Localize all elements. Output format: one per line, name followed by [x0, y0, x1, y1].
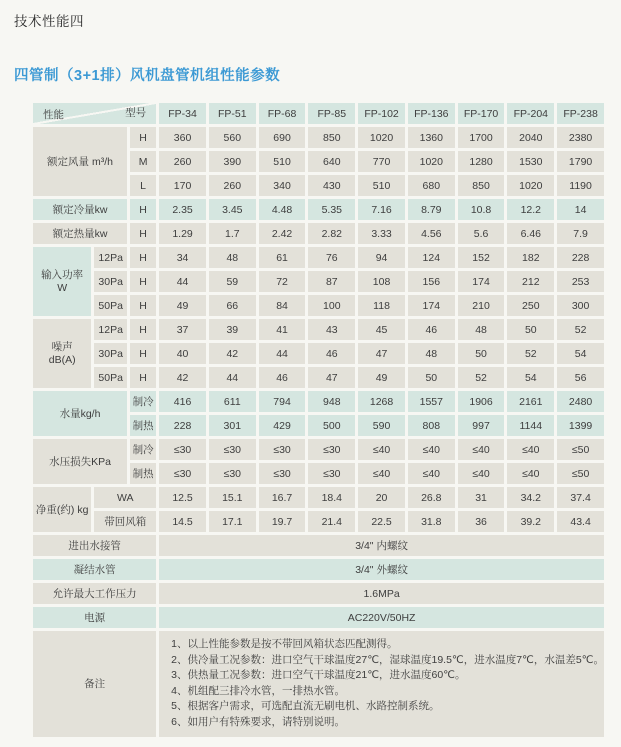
spec-value: 640: [308, 151, 355, 172]
spec-value: 50: [458, 343, 505, 364]
spec-value: 2.82: [308, 223, 355, 244]
spec-value: 46: [308, 343, 355, 364]
spec-sublabel: 带回风箱: [94, 511, 156, 532]
spec-value: ≤30: [209, 439, 256, 460]
spec-value: 1020: [408, 151, 455, 172]
spec-value: 49: [159, 295, 206, 316]
spec-value: 20: [358, 487, 405, 508]
spec-value: 100: [308, 295, 355, 316]
model-header: FP-204: [507, 103, 554, 124]
spec-label: 额定风量 m³/h: [33, 127, 127, 196]
spec-value: 48: [458, 319, 505, 340]
spec-mode: H: [130, 271, 156, 292]
spec-mode: 制热: [130, 415, 156, 436]
spec-mode: H: [130, 223, 156, 244]
spec-value: 182: [507, 247, 554, 268]
spec-value: 510: [259, 151, 306, 172]
spec-value: 212: [507, 271, 554, 292]
section-title: 四管制（3+1排）风机盘管机组性能参数: [14, 68, 281, 84]
table-row: [33, 391, 604, 412]
model-header: FP-102: [358, 103, 405, 124]
table-row: [33, 319, 604, 340]
spec-value: 510: [358, 175, 405, 196]
spec-value: 42: [209, 343, 256, 364]
spec-value: 94: [358, 247, 405, 268]
spec-mode: H: [130, 295, 156, 316]
spec-mode: H: [130, 367, 156, 388]
spec-mode: 制冷: [130, 391, 156, 412]
spec-value: 152: [458, 247, 505, 268]
spec-value: 41: [259, 319, 306, 340]
spec-value: 1399: [557, 415, 604, 436]
spec-sublabel: 12Pa: [94, 319, 127, 340]
spec-value: 260: [159, 151, 206, 172]
table-row: [33, 535, 604, 556]
spec-value: 1.29: [159, 223, 206, 244]
spec-value: 301: [209, 415, 256, 436]
spec-value: 48: [408, 343, 455, 364]
spec-sublabel: 50Pa: [94, 295, 127, 316]
page-title: 技术性能四: [14, 14, 84, 29]
spec-label-line2: dB(A): [48, 353, 76, 366]
spec-value: 37: [159, 319, 206, 340]
full-row-value: AC220V/50HZ: [159, 607, 604, 628]
spec-value: 37.4: [557, 487, 604, 508]
full-row-label: 电源: [33, 607, 156, 628]
spec-value: 43.4: [557, 511, 604, 532]
spec-value: 7.16: [358, 199, 405, 220]
notes-label: 备注: [33, 631, 156, 737]
spec-value: ≤40: [458, 439, 505, 460]
spec-value: 6.46: [507, 223, 554, 244]
spec-value: 52: [507, 343, 554, 364]
spec-value: 14.5: [159, 511, 206, 532]
note-line: 5、根据客户需求，可选配直流无刷电机、水路控制系统。: [171, 700, 440, 713]
spec-value: 18.4: [308, 487, 355, 508]
spec-value: 108: [358, 271, 405, 292]
spec-value: 3.33: [358, 223, 405, 244]
full-row-value: 1.6MPa: [159, 583, 604, 604]
full-row-value: 3/4" 内螺纹: [159, 535, 604, 556]
spec-value: 10.8: [458, 199, 505, 220]
spec-label-line1: 输入功率: [41, 268, 84, 281]
spec-value: 47: [308, 367, 355, 388]
table-body: [33, 127, 604, 737]
spec-value: 2.42: [259, 223, 306, 244]
spec-value: 46: [408, 319, 455, 340]
table-row: [33, 511, 604, 532]
spec-value: 54: [507, 367, 554, 388]
spec-label: [33, 319, 91, 388]
spec-value: 87: [308, 271, 355, 292]
spec-value: 210: [458, 295, 505, 316]
model-header: FP-170: [458, 103, 505, 124]
spec-sublabel: 12Pa: [94, 247, 127, 268]
spec-value: 72: [259, 271, 306, 292]
spec-value: 1700: [458, 127, 505, 148]
spec-value: ≤30: [308, 463, 355, 484]
table-row: [33, 247, 604, 268]
spec-value: 44: [209, 367, 256, 388]
spec-value: 770: [358, 151, 405, 172]
spec-mode: H: [130, 247, 156, 268]
spec-value: 50: [507, 319, 554, 340]
spec-mode: 制热: [130, 463, 156, 484]
spec-value: 3.45: [209, 199, 256, 220]
spec-label: 额定热量kw: [33, 223, 127, 244]
spec-value: 48: [209, 247, 256, 268]
spec-value: 16.7: [259, 487, 306, 508]
table-row: [33, 439, 604, 460]
spec-label: 净重(约) kg: [33, 487, 91, 532]
spec-value: 1.7: [209, 223, 256, 244]
notes-cell: [159, 631, 604, 737]
table-row: [33, 367, 604, 388]
spec-value: 14: [557, 199, 604, 220]
spec-value: 2040: [507, 127, 554, 148]
spec-value: 8.79: [408, 199, 455, 220]
spec-value: 43: [308, 319, 355, 340]
spec-value: 42: [159, 367, 206, 388]
spec-value: ≤40: [358, 439, 405, 460]
spec-value: 430: [308, 175, 355, 196]
spec-label: [33, 247, 91, 316]
spec-mode: H: [130, 319, 156, 340]
spec-value: 416: [159, 391, 206, 412]
spec-value: 19.7: [259, 511, 306, 532]
table-head: [33, 103, 604, 124]
spec-value: ≤40: [358, 463, 405, 484]
spec-sublabel: 30Pa: [94, 271, 127, 292]
spec-value: 34.2: [507, 487, 554, 508]
spec-mode: H: [130, 127, 156, 148]
spec-value: ≤30: [308, 439, 355, 460]
spec-value: 52: [557, 319, 604, 340]
table-row: [33, 271, 604, 292]
spec-value: 66: [209, 295, 256, 316]
spec-value: 5.6: [458, 223, 505, 244]
spec-value: 1144: [507, 415, 554, 436]
notes-row: [33, 631, 604, 737]
spec-value: 7.9: [557, 223, 604, 244]
spec-value: 40: [159, 343, 206, 364]
note-line: 1、以上性能参数是按不带回风箱状态匹配测得。: [171, 638, 398, 650]
spec-value: 36: [458, 511, 505, 532]
spec-value: 680: [408, 175, 455, 196]
spec-value: 22.5: [358, 511, 405, 532]
model-header: FP-34: [159, 103, 206, 124]
spec-value: 47: [358, 343, 405, 364]
spec-value: 59: [209, 271, 256, 292]
spec-value: 690: [259, 127, 306, 148]
spec-value: 1020: [507, 175, 554, 196]
spec-value: 56: [557, 367, 604, 388]
spec-value: ≤40: [408, 463, 455, 484]
spec-value: ≤40: [458, 463, 505, 484]
spec-value: ≤40: [408, 439, 455, 460]
spec-value: 52: [458, 367, 505, 388]
spec-value: 156: [408, 271, 455, 292]
spec-mode: L: [130, 175, 156, 196]
spec-value: 5.35: [308, 199, 355, 220]
spec-value: 1280: [458, 151, 505, 172]
spec-value: 46: [259, 367, 306, 388]
spec-label: 额定冷量kw: [33, 199, 127, 220]
spec-mode: M: [130, 151, 156, 172]
spec-value: 118: [358, 295, 405, 316]
spec-value: 300: [557, 295, 604, 316]
note-line: 2、供冷量工况参数：进口空气干球温度27℃，湿球温度19.5℃，进水温度7℃，水温差5℃。: [171, 653, 604, 666]
spec-value: ≤30: [259, 463, 306, 484]
full-row-label: 进出水接管: [33, 535, 156, 556]
spec-value: 84: [259, 295, 306, 316]
spec-value: 794: [259, 391, 306, 412]
spec-sublabel: 50Pa: [94, 367, 127, 388]
corner-cell: [33, 103, 156, 124]
spec-value: 1530: [507, 151, 554, 172]
full-row-value: 3/4" 外螺纹: [159, 559, 604, 580]
spec-label-line1: 噪声: [51, 340, 73, 353]
spec-value: 2161: [507, 391, 554, 412]
spec-value: 1557: [408, 391, 455, 412]
spec-label: 水量kg/h: [33, 391, 127, 436]
spec-value: ≤40: [507, 463, 554, 484]
spec-value: 39: [209, 319, 256, 340]
spec-value: 170: [159, 175, 206, 196]
spec-value: 12.5: [159, 487, 206, 508]
spec-value: 360: [159, 127, 206, 148]
model-header: FP-85: [308, 103, 355, 124]
spec-value: 850: [458, 175, 505, 196]
model-header: FP-68: [259, 103, 306, 124]
spec-value: 250: [507, 295, 554, 316]
note-line: 3、供热量工况参数：进口空气干球温度21℃，进水温度60℃。: [171, 669, 466, 682]
spec-value: 54: [557, 343, 604, 364]
spec-value: 590: [358, 415, 405, 436]
spec-value: 4.56: [408, 223, 455, 244]
table-row: [33, 223, 604, 244]
table-row: [33, 295, 604, 316]
spec-value: 15.1: [209, 487, 256, 508]
spec-value: 49: [358, 367, 405, 388]
spec-value: 808: [408, 415, 455, 436]
spec-value: 2380: [557, 127, 604, 148]
spec-value: 500: [308, 415, 355, 436]
model-header: FP-136: [408, 103, 455, 124]
full-row-label: 允许最大工作压力: [33, 583, 156, 604]
spec-value: 44: [259, 343, 306, 364]
spec-value: 34: [159, 247, 206, 268]
spec-value: 76: [308, 247, 355, 268]
spec-mode: H: [130, 199, 156, 220]
spec-value: 31.8: [408, 511, 455, 532]
spec-value: 340: [259, 175, 306, 196]
spec-value: 61: [259, 247, 306, 268]
spec-value: 429: [259, 415, 306, 436]
spec-value: 26.8: [408, 487, 455, 508]
spec-value: 948: [308, 391, 355, 412]
spec-value: 228: [159, 415, 206, 436]
spec-value: 1190: [557, 175, 604, 196]
full-row-label: 凝结水管: [33, 559, 156, 580]
spec-value: 44: [159, 271, 206, 292]
spec-value: ≤50: [557, 439, 604, 460]
spec-value: ≤30: [159, 463, 206, 484]
spec-value: 560: [209, 127, 256, 148]
table-row: [33, 343, 604, 364]
spec-value: 611: [209, 391, 256, 412]
spec-value: 1268: [358, 391, 405, 412]
spec-value: 2480: [557, 391, 604, 412]
corner-right-label: 型号: [125, 107, 147, 119]
spec-value: 174: [458, 271, 505, 292]
spec-sublabel: 30Pa: [94, 343, 127, 364]
spec-value: 1360: [408, 127, 455, 148]
spec-value: 50: [408, 367, 455, 388]
spec-mode: H: [130, 343, 156, 364]
spec-value: 260: [209, 175, 256, 196]
table-row: [33, 583, 604, 604]
spec-value: 228: [557, 247, 604, 268]
spec-value: 12.2: [507, 199, 554, 220]
spec-value: 21.4: [308, 511, 355, 532]
spec-value: 1790: [557, 151, 604, 172]
corner-left-label: 性能: [43, 109, 64, 121]
spec-value: 45: [358, 319, 405, 340]
note-line: 6、如用户有特殊要求，请特别说明。: [171, 715, 346, 728]
table-row: [33, 127, 604, 148]
spec-value: ≤30: [259, 439, 306, 460]
spec-value: ≤30: [159, 439, 206, 460]
table-row: [33, 199, 604, 220]
model-header: FP-51: [209, 103, 256, 124]
spec-label-line2: W: [57, 281, 68, 294]
spec-value: 997: [458, 415, 505, 436]
spec-label: 水压损失KPa: [33, 439, 127, 484]
spec-sublabel: WA: [94, 487, 156, 508]
table-row: [33, 559, 604, 580]
spec-value: 31: [458, 487, 505, 508]
spec-value: 1020: [358, 127, 405, 148]
table-row: [33, 607, 604, 628]
note-line: 4、机组配三排冷水管，一排热水管。: [171, 684, 346, 697]
spec-table: [30, 100, 607, 740]
spec-value: ≤30: [209, 463, 256, 484]
spec-value: 174: [408, 295, 455, 316]
spec-value: 253: [557, 271, 604, 292]
spec-value: ≤40: [507, 439, 554, 460]
spec-value: 390: [209, 151, 256, 172]
model-header: FP-238: [557, 103, 604, 124]
spec-value: 1906: [458, 391, 505, 412]
spec-mode: 制冷: [130, 439, 156, 460]
spec-value: 124: [408, 247, 455, 268]
spec-value: 850: [308, 127, 355, 148]
spec-value: ≤50: [557, 463, 604, 484]
spec-value: 4.48: [259, 199, 306, 220]
spec-value: 2.35: [159, 199, 206, 220]
spec-value: 17.1: [209, 511, 256, 532]
spec-value: 39.2: [507, 511, 554, 532]
table-row: [33, 487, 604, 508]
